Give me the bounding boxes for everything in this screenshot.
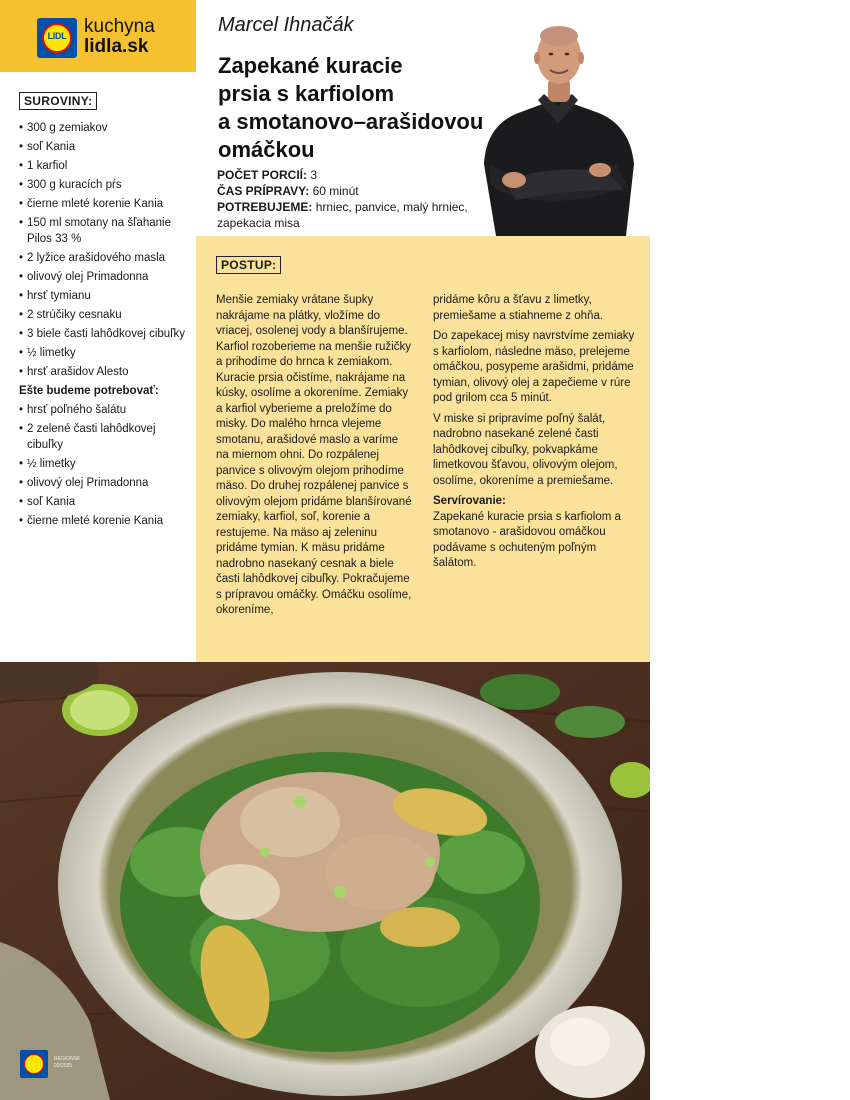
ingredient-item: • soľ Kania [19, 139, 189, 155]
author-name: Marcel Ihnačák [218, 14, 354, 36]
title-line: prsia s karfiolom [218, 81, 395, 106]
ingredient-item: • 3 biele časti lahôdkovej cibuľky [19, 326, 189, 342]
footer-line: REGIONSK [54, 1056, 81, 1062]
time-label: ČAS PRÍPRAVY: [217, 184, 310, 198]
portions-value: 3 [310, 168, 318, 182]
portions-label: POČET PORCIÍ: [217, 168, 308, 182]
procedure-paragraph: Menšie zemiaky vrátane šupky nakrájame na plátky, vložíme do vriacej, osolenej vody a blanšírujeme. Karfiol rozoberieme na menšie ružičky a prihodíme do hrnca k zemiakom. Kuracie prsia očistíme, nakrájame na kúsky, osolíme a okoreníme. Zemiaky a karfiol vyberieme a preložíme do misky. Do malého hrnca vlejeme smotanu, arašidové maslo a varíme na miernom ohni. Do rozpálenej panvice s olivovým olejom prihodíme mäso. Do druhej rozpálenej panvice s olivovým olejom pridáme blanšírované zemiaky, karfiol, soľ, korenie a restujeme. Na mäso aj zeleninu pridáme tymian. K mäsu pridáme nadrobno nasekaný cesnak a biele časti lahôdkovej cibuľky. Pokračujeme s prípravou omáčky. Omáčku osolíme, okoreníme, [216, 294, 412, 616]
extra-ingredient-item: • čierne mleté korenie Kania [19, 513, 189, 529]
ingredient-item: • ½ limetky [19, 345, 189, 361]
ingredient-item: • 1 karfiol [19, 158, 189, 174]
ingredient-item: • olivový olej Primadonna [19, 269, 189, 285]
ingredient-item: • hrsť tymianu [19, 288, 189, 304]
title-line: Zapekané kuracie [218, 53, 403, 78]
brand-text [84, 17, 155, 57]
extra-ingredient-item: • soľ Kania [19, 494, 189, 510]
portions-row [217, 167, 487, 183]
dish-photo [0, 662, 650, 1100]
footer-lidl-logo-icon [20, 1050, 48, 1078]
recipe-meta [217, 167, 487, 231]
procedure-column-2 [433, 293, 641, 577]
needs-value: hrniec, panvice, malý hrniec, zapekacia misa [217, 200, 468, 230]
needs-row [217, 199, 487, 231]
extra-ingredient-item: • olivový olej Primadonna [19, 475, 189, 491]
ingredient-item: • 300 g zemiakov [19, 120, 189, 136]
ingredients-list [19, 120, 189, 532]
extra-ingredients-heading: Ešte budeme potrebovať: [19, 385, 159, 397]
recipe-title [218, 52, 508, 164]
title-line: a smotanovo–arašidovou [218, 109, 484, 134]
ingredients-heading: SUROVINY: [19, 92, 97, 110]
ingredient-item: • 300 g kuracích pŕs [19, 177, 189, 193]
ingredient-item: • 150 ml smotany na šľahanie Pilos 33 % [19, 215, 189, 247]
time-value: 60 minút [312, 184, 359, 198]
ingredient-item: • 2 lyžice arašidového masla [19, 250, 189, 266]
procedure-column-1 [216, 293, 414, 624]
brand-line-1: kuchyna [84, 16, 155, 37]
serving-text: Zapekané kuracie prsia s karfiolom a smotanovo - arašidovou omáčkou podávame s ochuteným poľným šalátom. [433, 510, 621, 569]
time-row [217, 183, 487, 199]
chef-photo [476, 14, 640, 236]
extra-ingredient-item: • hrsť poľného šalátu [19, 402, 189, 418]
ingredient-item: • čierne mleté korenie Kania [19, 196, 189, 212]
lidl-logo-text: LIDL [47, 31, 67, 41]
brand-header [0, 0, 196, 72]
extra-ingredient-item: • 2 zelené časti lahôdkovej cibuľky [19, 421, 189, 453]
footer-text [54, 1056, 80, 1070]
procedure-heading: POSTUP: [216, 256, 281, 274]
title-line: omáčkou [218, 137, 315, 162]
serving-heading: Servírovanie: [433, 495, 506, 507]
ingredient-item: • 2 strúčiky cesnaku [19, 307, 189, 323]
lidl-logo-icon [37, 18, 77, 58]
brand-line-2: lidla.sk [84, 36, 149, 57]
extra-ingredient-item: • ½ limetky [19, 456, 189, 472]
footer-line: 00/2025 [54, 1063, 73, 1069]
procedure-paragraph: Do zapekacej misy navrstvíme zemiaky s karfiolom, následne mäso, prelejeme omáčkou, posypeme arašidmi, pridáme tymian, olivový olej a zapečieme v rúre pod grilom cca 5 minút. [433, 330, 635, 404]
procedure-paragraph: V miske si pripravíme poľný šalát, nadrobno nasekané zelené časti lahôdkovej cibuľky, pokvapkáme limetkovou šťavou, olivovým olejom, osolíme, okoreníme a premiešame. [433, 412, 618, 487]
procedure-box [196, 236, 650, 662]
needs-label: POTREBUJEME: [217, 200, 313, 214]
ingredient-item: • hrsť arašidov Alesto [19, 364, 189, 380]
procedure-paragraph: pridáme kôru a šťavu z limetky, premiešame a stiahneme z ohňa. [433, 294, 604, 322]
